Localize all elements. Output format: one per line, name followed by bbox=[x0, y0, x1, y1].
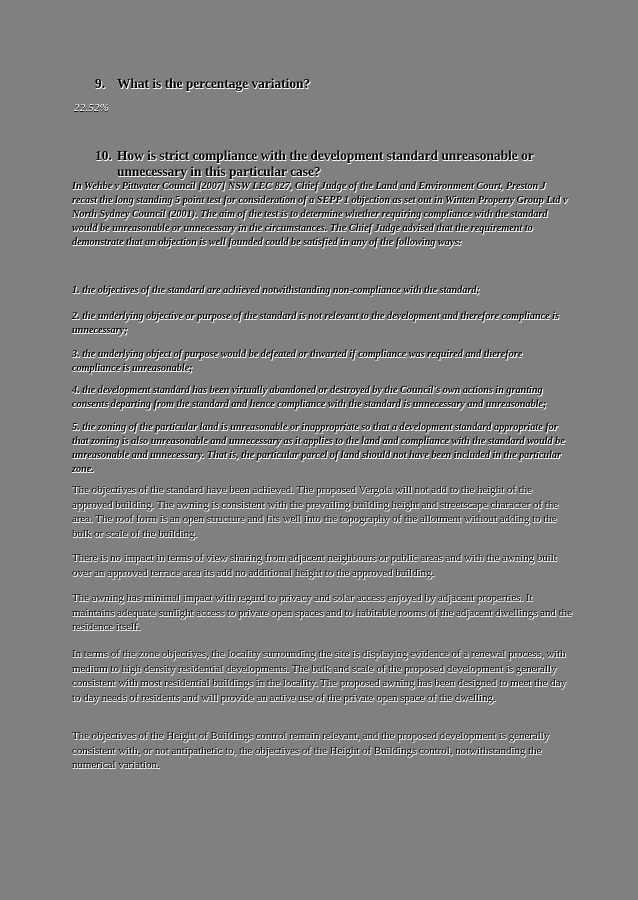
question-9-number: 9. bbox=[95, 76, 106, 91]
wehbe-intro-paragraph: In Wehbe v Pittwater Council [2007] NSW LEC 827, Chief Judge of the Land and Environment Court, Preston J recast the long standing 5 point test for consideration of a SEPP 1 objection as set out in Winten Property Group Ltd v North Sydney Council (2001). The aim of the test is to determine whether requiring compliance with the standard would be unreasonable or unnecessary in the circumstances. The Chief Judge advised that the requirement to demonstrate that an objection is well founded could be satisfied in any of the following ways: bbox=[72, 181, 568, 248]
test-item-5: 5. the zoning of the particular land is unreasonable or inappropriate so that a development standard appropriate for that zoning is also unreasonable and unnecessary as it applies to the land and compliance with the standard would be unreasonable and unnecessary. That is, the particular parcel of land should not have been included in the particular zone. bbox=[72, 422, 565, 475]
question-10-line2: unnecessary in this particular case? bbox=[117, 164, 321, 179]
test-item-3: 3. the underlying object of purpose would be defeated or thwarted if compliance was required and therefore compliance is unreasonable; bbox=[72, 349, 523, 374]
body-paragraph-height-control: The objectives of the Height of Buildings control remain relevant, and the proposed development is generally consistent with, or not antipathetic to, the objectives of the Height of Buildings control, notwithstanding the numerical variation. bbox=[72, 730, 550, 772]
question-10-line1: How is strict compliance with the development standard unreasonable or bbox=[117, 148, 534, 163]
question-9-text: What is the percentage variation? bbox=[117, 76, 311, 91]
test-item-1: 1. the objectives of the standard are achieved notwithstanding non-compliance with the standard; bbox=[72, 285, 480, 296]
question-9-heading bbox=[95, 76, 310, 92]
body-paragraph-zone-objectives: In terms of the zone objectives, the locality surrounding the site is displaying evidence of a renewal process, with medium to high density residential developments. The bulk and scale of the proposed development is generally consistent with most residential buildings in the locality. The proposed awning has been designed to meet the day to day needs of residents and will provide an active use of the private open space of the dwelling. bbox=[72, 648, 566, 704]
body-paragraph-view-sharing: There is no impact in terms of view sharing from adjacent neighbours or public areas and with the awning built over an approved terrace area its add no additional height to the approved building. bbox=[72, 552, 557, 579]
question-9-answer: 22.52% bbox=[74, 102, 110, 114]
body-paragraph-objectives: The objectives of the standard have been achieved. The proposed Vergola will not add to the height of the approved building. The awning is consistent with the prevailing building height and streetscape character of the area. The roof form is an open structure and fits well into the topography of the allotment without adding to the bulk or scale of the building. bbox=[72, 484, 559, 540]
question-10-heading bbox=[95, 148, 565, 180]
test-item-4: 4. the development standard has been virtually abandoned or destroyed by the Council's own actions in granting consents departing from the standard and hence compliance with the standard is unnecessary and unreasonable; bbox=[72, 385, 547, 410]
question-10-number: 10. bbox=[95, 148, 112, 163]
body-paragraph-privacy: The awning has minimal impact with regard to privacy and solar access enjoyed by adjacent properties. It maintains adequate sunlight access to private open spaces and to habitable rooms of the adjacent dwellings and the residence itself. bbox=[72, 592, 572, 634]
test-item-2: 2. the underlying objective or purpose of the standard is not relevant to the development and therefore compliance is unnecessary; bbox=[72, 311, 560, 336]
